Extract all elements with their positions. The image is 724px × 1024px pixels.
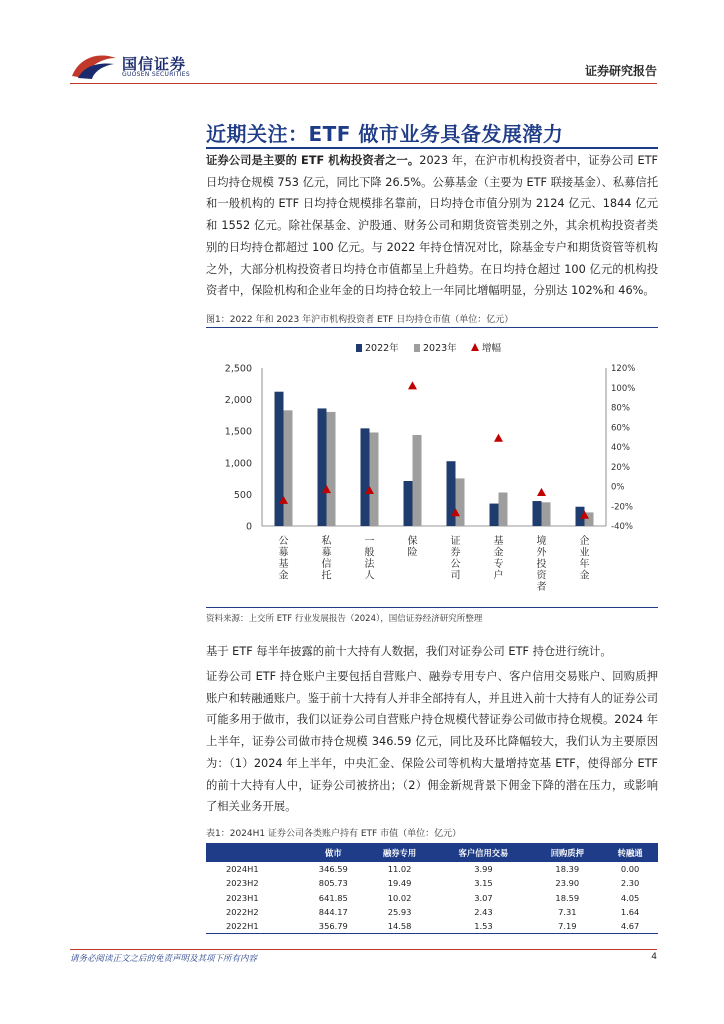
category-label: 企 [579, 536, 590, 547]
table-header-cell: 做市 [302, 843, 365, 862]
table-header-row [206, 843, 658, 862]
bar-2022 [404, 481, 413, 526]
bar-2023 [499, 493, 508, 526]
bar-2023 [327, 412, 336, 526]
table-cell: 14.58 [365, 919, 435, 933]
category-label: 基 [278, 559, 289, 570]
category-label: 保 [407, 536, 418, 547]
category-label: 券 [450, 547, 461, 559]
table-cell: 7.19 [532, 919, 602, 933]
table-caption: 表1：2024H1 证券公司各类账户持有 ETF 市值（单位：亿元） [206, 829, 462, 839]
table-cell: 844.17 [318, 907, 348, 918]
category-label: 境 [536, 536, 547, 547]
bar-2022 [318, 408, 327, 526]
y-right-tick-label: -20% [611, 502, 633, 513]
category-label: 金 [579, 570, 590, 582]
category-label: 募 [278, 547, 289, 559]
table-row [206, 905, 658, 919]
category-label: 私 [321, 536, 332, 547]
category-label: 信 [321, 559, 332, 570]
table-header-cell: 融券专用 [365, 843, 435, 862]
paragraph-body: 2023 年，在沪市机构投资者中，证券公司 ETF 日均持仓规模 753 亿元，同比下降 26.5%。公募基金（主要为 ETF 联接基金）、私募信托和一般机构的 ETF 日均持仓规模排名靠前，日均持仓市值分别为 2124 亿元、1844 亿元和 1552 亿元。除社保基金、沪股通、财务公司和期货资管类别之外，其余机构投资者类别的日均持仓都超过 100 亿元。与 2022 年持仓情况对比，除基金专户和期货资管等机构之外，大部分机构投资者日均持仓市值都呈上升趋势。在日均持仓超过 100 亿元的机构投资者中，保险机构和企业年金的日均持仓较上一年同比增幅明显，分别达 102%和 46%。 [206, 154, 658, 298]
legend-marker-growth [471, 343, 479, 351]
category-label: 险 [407, 547, 418, 559]
table-cell: 10.02 [387, 892, 412, 903]
table-cell: 641.85 [318, 892, 348, 903]
paragraph-lead: 证券公司是主要的 ETF 机构投资者之一。 [206, 154, 420, 167]
table-cell: 4.67 [602, 919, 658, 933]
paragraph-top10-holders: 基于 ETF 每半年披露的前十大持有人数据，我们对证券公司 ETF 持仓进行统计。 [206, 645, 612, 658]
table-header-cell: 客户信用交易 [434, 843, 532, 862]
logo-mark-icon [70, 52, 118, 80]
y-left-tick-label: 0 [245, 521, 252, 533]
bar-2022 [490, 504, 499, 526]
table-cell: 3.07 [474, 892, 493, 903]
etf-holdings-table [206, 843, 658, 934]
y-left-tick-label: 2,000 [224, 395, 252, 407]
table-cell: 0.00 [620, 864, 640, 875]
table-cell: 23.90 [555, 878, 580, 889]
y-right-tick-label: 20% [611, 462, 630, 473]
holdings-chart [206, 336, 658, 608]
legend-swatch-2023 [414, 344, 420, 352]
table-cell: 2.30 [620, 878, 640, 889]
table-cell: 1.53 [434, 919, 532, 933]
category-label: 者 [536, 582, 547, 593]
table-cell: 346.59 [318, 864, 348, 875]
y-right-tick-label: -40% [611, 522, 633, 532]
category-label: 证 [450, 536, 461, 547]
logo-text-en: GUOSEN SECURITIES [122, 71, 191, 78]
table-cell: 2023H2 [226, 878, 259, 889]
y-right-tick-label: 120% [611, 364, 636, 374]
table-cell: 2022H1 [206, 919, 302, 933]
company-logo [70, 50, 210, 82]
y-right-tick-label: 100% [611, 383, 636, 394]
table-cell: 3.15 [474, 878, 493, 889]
category-label: 公 [450, 559, 461, 570]
table-cell: 2023H1 [226, 892, 259, 903]
title-underline [206, 147, 658, 149]
bar-2023 [456, 478, 465, 526]
y-right-tick-label: 80% [611, 403, 630, 414]
legend-label-2022: 2022年 [365, 343, 399, 354]
table-cell: 11.02 [387, 864, 412, 875]
table-cell: 25.93 [387, 907, 412, 918]
legend-swatch-2022 [356, 344, 362, 352]
category-label: 金 [278, 570, 289, 582]
table-cell: 2.43 [474, 907, 493, 918]
category-label: 司 [450, 570, 461, 582]
category-label: 金 [493, 547, 504, 559]
growth-marker [494, 434, 503, 442]
category-label: 投 [536, 559, 547, 570]
table-header-cell [206, 843, 302, 862]
logo-text-cn: 国信证券 [122, 55, 187, 73]
table-cell: 18.59 [555, 892, 580, 903]
category-label: 募 [321, 547, 332, 559]
bar-2023 [284, 410, 293, 526]
table-cell: 18.39 [555, 864, 580, 875]
y-left-tick-label: 2,500 [224, 363, 252, 375]
category-label: 公 [278, 536, 289, 547]
legend-label-growth: 增幅 [482, 343, 502, 354]
category-label: 年 [579, 559, 590, 570]
footer-divider [70, 949, 657, 950]
table-cell: 2022H2 [226, 907, 259, 918]
paragraph-broker-accounts: 证券公司 ETF 持仓账户主要包括自营账户、融券专用专户、客户信用交易账户、回购质押账户和转融通账户。鉴于前十大持有人并非全部持有人，并且进入前十大持有人的证券公司可能多用于做市，我们以证券公司自营账户持仓规模代替证券公司做市持仓规模。2024 年上半年，证券公司做市持仓规模 346.59 亿元，同比及环比降幅较大，我们认为主要原因为：（1）2024 年上半年，中央汇金、保险公司等机构大量增持宽基 ETF，使得部分 ETF 的前十大持有人中，证券公司被挤出；（2）佣金新规背景下佣金下降的潜在压力，或影响了相关业务开展。 [206, 670, 658, 814]
report-type: 证券研究报告 [584, 64, 657, 78]
growth-marker [408, 381, 417, 389]
page-number: 4 [651, 952, 657, 962]
y-right-tick-label: 60% [611, 423, 630, 434]
table-row [206, 891, 658, 905]
footer-disclaimer: 请务必阅读正文之后的免责声明及其项下所有内容 [70, 954, 258, 964]
holdings-chart-svg [206, 336, 658, 608]
table-cell: 805.73 [318, 878, 348, 889]
category-label: 法 [364, 559, 375, 570]
table-row [206, 876, 658, 890]
category-label: 人 [364, 570, 375, 582]
category-label: 基 [493, 536, 504, 547]
table-cell: 19.49 [387, 878, 412, 889]
y-left-tick-label: 1,000 [224, 458, 252, 470]
bar-2022 [275, 392, 284, 526]
table-header-cell: 转融通 [602, 843, 658, 862]
table-cell: 356.79 [302, 919, 365, 933]
bar-2022 [533, 501, 542, 526]
table-cell: 7.31 [558, 907, 577, 918]
bar-2023 [413, 435, 422, 526]
figure-caption: 图1：2022 年和 2023 年沪市机构投资者 ETF 日均持仓市值（单位：亿元） [206, 312, 658, 328]
y-left-tick-label: 1,500 [224, 426, 252, 438]
bar-2022 [447, 461, 456, 526]
category-label: 资 [536, 570, 547, 582]
bar-2022 [361, 428, 370, 526]
bar-2023 [370, 432, 379, 526]
figure-source: 资料来源：上交所 ETF 行业发展报告（2024），国信证券经济研究所整理 [206, 614, 483, 624]
section-title: 近期关注：ETF 做市业务具备发展潜力 [206, 122, 564, 146]
y-right-tick-label: 0% [611, 482, 625, 493]
table-cell: 3.99 [474, 864, 493, 875]
category-label: 业 [579, 547, 590, 559]
category-label: 般 [364, 547, 375, 559]
paragraph-etf-investors [206, 150, 658, 302]
table-cell: 1.64 [620, 907, 640, 918]
table-row [206, 919, 658, 933]
category-label: 户 [493, 570, 504, 582]
table-cell: 4.05 [620, 892, 640, 903]
category-label: 托 [321, 570, 332, 582]
category-label: 外 [536, 547, 547, 559]
page-header [70, 50, 657, 82]
header-divider [70, 83, 657, 84]
source-divider [206, 607, 658, 608]
table-row [206, 862, 658, 876]
category-label: 一 [364, 536, 375, 547]
bar-2023 [542, 502, 551, 526]
y-left-tick-label: 500 [233, 489, 252, 501]
table-cell: 2024H1 [226, 864, 259, 875]
table-header-cell: 回购质押 [532, 843, 602, 862]
y-right-tick-label: 40% [611, 443, 630, 453]
category-label: 专 [493, 559, 504, 570]
legend-label-2023: 2023年 [423, 343, 457, 354]
growth-marker [537, 488, 546, 496]
